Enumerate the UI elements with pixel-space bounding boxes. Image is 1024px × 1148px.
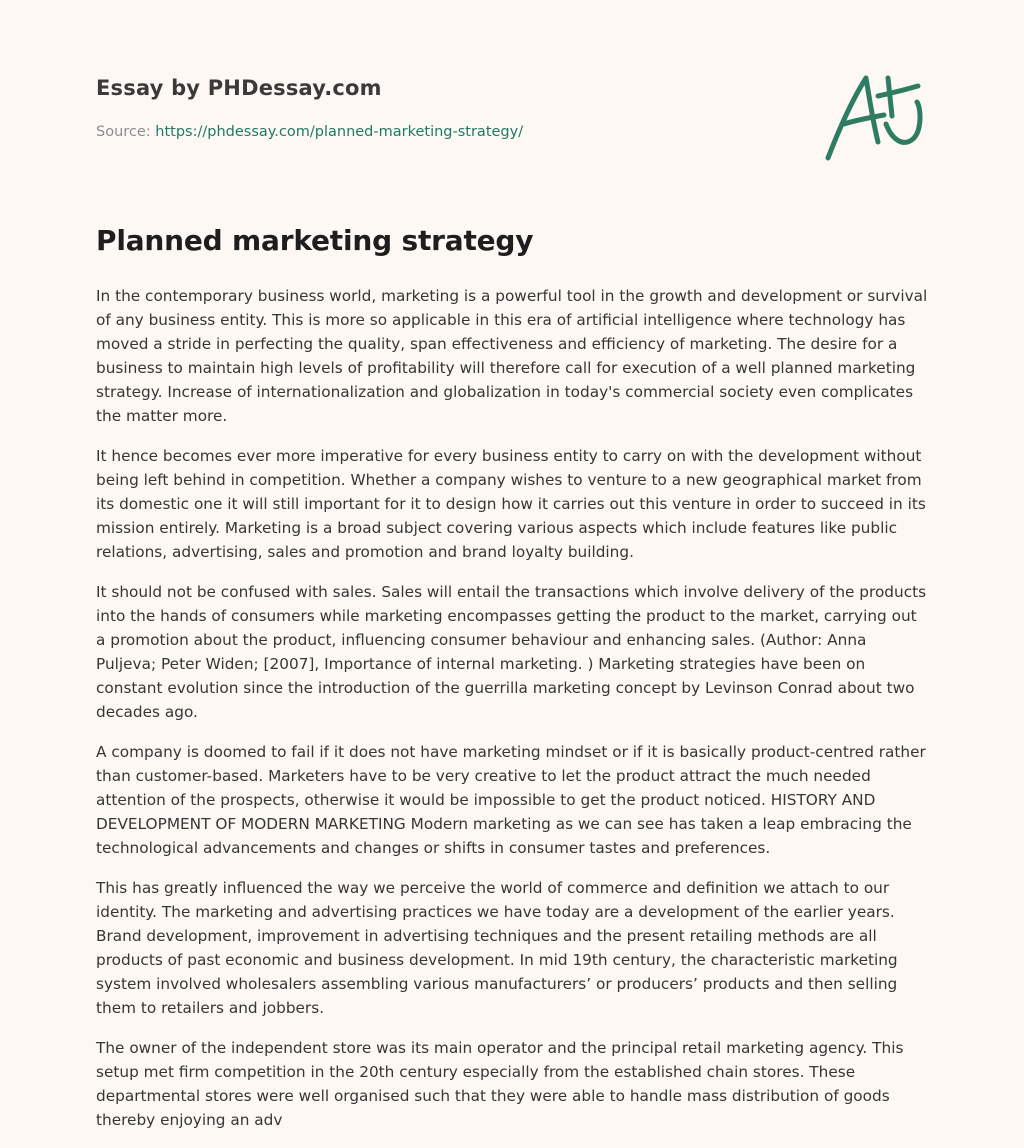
paragraph: It hence becomes ever more imperative for every business entity to carry on with the development without being left behind in competition. Whether a company wishes to venture to a new geographical market from its domestic one it will still important for it to design how it carries out this venture in order to succeed in its mission entirely. Marketing is a broad subject covering various aspects which include features like public relations, advertising, sales and promotion and brand loyalty building. [96,447,926,561]
paragraph: A company is doomed to fail if it does not have marketing mindset or if it is basically product-centred rather than customer-based. Marketers have to be very creative to let the product attract the much needed attention of the prospects, otherwise it would be impossible to get the product noticed. HISTORY AND DEVELOPMENT OF MODERN MARKETING Modern marketing as we can see has taken a leap embracing the technological advancements and changes or shifts in consumer tastes and preferences. [96,743,926,857]
source-link[interactable]: https://phdessay.com/planned-marketing-strategy/ [155,124,524,140]
site-brand: Essay by PHDessay.com [96,76,382,100]
essay-page [96,0,928,1129]
page-title: Planned marketing strategy [96,224,534,257]
paragraph: It should not be confused with sales. Sales will entail the transactions which involve delivery of the products into the hands of consumers while marketing encompasses getting the product to the market, carrying out a promotion about the product, influencing consumer behaviour and enhancing sales. (Author: Anna Puljeva; Peter Widen; [2007], Importance of internal marketing. ) Marketing strategies have been on constant evolution since the introduction of the guerrilla marketing concept by Levinson Conrad about two decades ago. [96,583,927,721]
a-plus-logo-icon [822,66,932,166]
paragraph: This has greatly influenced the way we perceive the world of commerce and definition we attach to our identity. The marketing and advertising practices we have today are a development of the earlier years. Brand development, improvement in advertising techniques and the present retailing methods are all products of past economic and business development. In mid 19th century, the characteristic marketing system involved wholesalers assembling various manufacturers’ or producers’ products and then selling them to retailers and jobbers. [96,879,898,1017]
essay-body [96,284,928,1148]
paragraph: In the contemporary business world, marketing is a powerful tool in the growth and development or survival of any business entity. This is more so applicable in this era of artificial intelligence where technology has moved a stride in perfecting the quality, span effectiveness and efficiency of marketing. The desire for a business to maintain high levels of profitability will therefore call for execution of a well planned marketing strategy. Increase of internationalization and globalization in today's commercial society even complicates the matter more. [96,287,928,425]
source-line [96,124,523,140]
paragraph: The owner of the independent store was its main operator and the principal retail marketing agency. This setup met firm competition in the 20th century especially from the established chain stores. These departmental stores were well organised such that they were able to handle mass distribution of goods thereby enjoying an adv [96,1039,904,1129]
header [96,0,928,170]
source-label: Source: [96,124,151,140]
